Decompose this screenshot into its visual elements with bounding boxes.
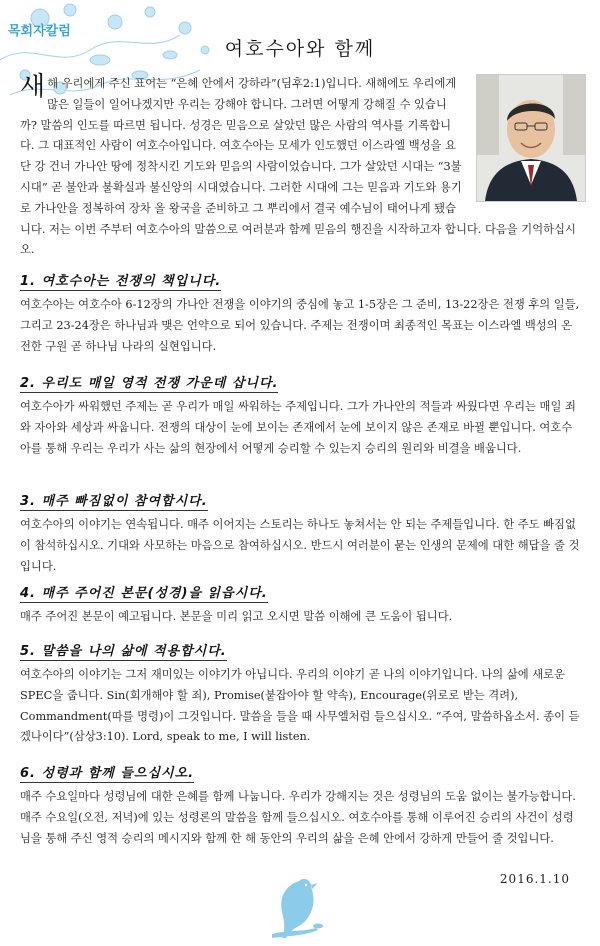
section-3: [20, 490, 580, 577]
column-date: 2016.1.10: [499, 872, 570, 886]
section-4: [20, 582, 580, 628]
section-body: 매주 주어진 본문이 예고됩니다. 본문을 미리 읽고 오시면 말씀 이해에 큰 도움이 됩니다.: [20, 610, 453, 623]
section-heading: 2. 우리도 매일 영적 전쟁 가운데 삽니다.: [20, 372, 278, 393]
section-body: 매주 수요일마다 성령님에 대한 은혜를 함께 나눕니다. 우리가 강해지는 것은 성령님의 도움 없이는 불가능합니다. 매주 수요일(오전, 저녁)에 있는 성령론의 말씀을 함께 들으십시오. 여호수아를 통해 이루어진 승리의 사건이 성령님을 통해 주신 영적 승리의 메시지와 함께 한 해 동안의 우리의 삶을 은혜 안에서 강하게 만들어 줄 것입니다.: [20, 790, 576, 845]
intro-paragraph: [20, 74, 580, 261]
section-heading: 1. 여호수아는 전쟁의 책입니다.: [20, 270, 221, 291]
section-5: [20, 640, 580, 748]
section-2: [20, 372, 580, 459]
section-body: 여호수아가 싸워했던 주제는 곧 우리가 매일 싸워하는 주제입니다. 그가 가나안의 적들과 싸웠다면 우리는 매일 죄와 자아와 세상과 싸웁니다. 전쟁의 대상이 눈에 보이는 존재에서 눈에 보이지 않은 존재로 바뀔 뿐입니다. 여호수아를 통해 우리는 우리가 사는 삶의 현장에서 어떻게 승리할 수 있는지 승리의 원리와 비결을 배웁니다.: [20, 400, 576, 455]
photo-spacer: [462, 74, 580, 202]
bird-icon: [268, 872, 332, 944]
section-body: 여호수아의 이야기는 연속됩니다. 매주 이어지는 스토리는 하나도 놓쳐서는 안 되는 주제들입니다. 한 주도 빠짐없이 참석하십시오. 기대와 사모하는 마음으로 참여하십시오. 반드시 여러분이 묻는 인생의 문제에 대한 해답을 줄 것입니다.: [20, 518, 580, 573]
section-body: 여호수아의 이야기는 그저 재미있는 이야기가 아닙니다. 우리의 이야기 곧 나의 이야기입니다. 나의 삶에 새로운 SPEC을 줍니다. Sin(회개해야 할 죄), Promise(붙잡아야 할 약속), Encourage(위로로 받는 격려), Commandment(따를 명령)이 그것입니다. 말씀을 들을 때 사무엘처럼 들으십시오. “주여, 말씀하옵소서. 종이 듣겠나이다”(삼상3:10). Lord, speak to me, I will listen.: [20, 668, 580, 744]
section-heading: 5. 말씀을 나의 삶에 적용합시다.: [20, 640, 227, 661]
section-heading: 6. 성령과 함께 들으십시오.: [20, 762, 194, 783]
section-body: 여호수아는 여호수아 6-12장의 가나안 전쟁을 이야기의 중심에 놓고 1-5장은 그 준비, 13-22장은 전쟁 후의 일들, 그리고 23-24장은 하나님과 맺은 언약으로 되어 있습니다. 주제는 전쟁이며 최종적인 목표는 이스라엘 백성의 온전한 구원 곧 하나님 나라의 실현입니다.: [20, 298, 580, 353]
intro-text: 해 우리에게 주신 표어는 “은혜 안에서 강하라”(딤후2:1)입니다. 새해에도 우리에게 많은 일들이 일어나겠지만 우리는 강해야 합니다. 그러면 어떻게 강해질 수 있습니까? 말씀의 인도를 따르면 됩니다. 성경은 믿음으로 살았던 많은 사람의 역사를 기록합니다. 그 대표적인 사람이 여호수아입니다. 여호수아는 모세가 인도했던 이스라엘 백성을 요단 강 건너 가나안 땅에 정착시킨 기도와 믿음의 사람이었습니다. 그가 살았던 시대는 “3불 시대” 곧 불안과 불확실과 불신앙의 시대였습니다. 그러한 시대에 그는 믿음과 기도와 용기로 가나안을 정복하여 장차 올 왕국을 준비하고 그 뿌리에서 결국 예수님이 태어나게 됐습니다. 저는 이번 주부터 여호수아의 말씀으로 여러분과 함께 믿음의 행진을 시작하고자 합니다. 다음을 기억하십시오.: [20, 77, 576, 257]
section-heading: 3. 매주 빠짐없이 참여합시다.: [20, 490, 208, 511]
column-label: 목회자칼럼: [8, 24, 71, 39]
page-title: 여호수아와 함께: [224, 38, 376, 60]
section-6: [20, 762, 580, 849]
section-1: [20, 270, 580, 357]
section-heading: 4. 매주 주어진 본문(성경)을 읽읍시다.: [20, 582, 268, 603]
drop-cap: 새: [20, 72, 46, 102]
